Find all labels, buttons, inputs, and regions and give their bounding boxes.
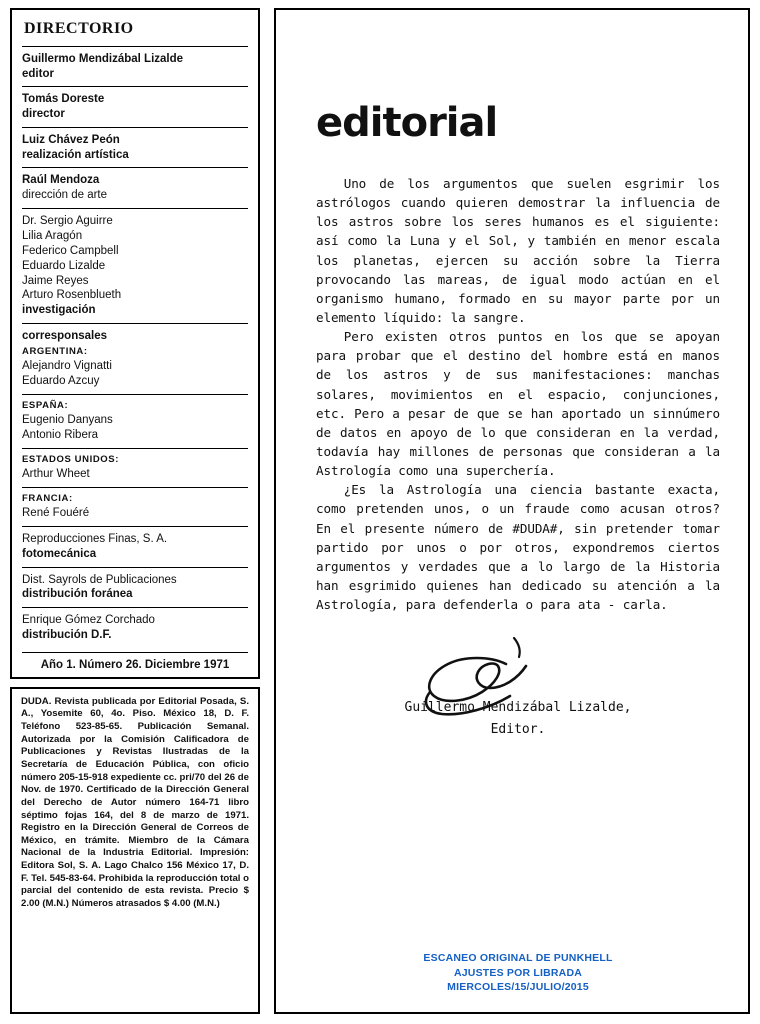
correspondent-name: Antonio Ribera (22, 429, 99, 442)
editorial-paragraph: ¿Es la Astrología una ciencia bastante exacta, como pretenden unos, o un fraude como acusan otros? En el presente número de #DUDA#, sin pretender tomar partido por unos o por otros, expondremos ciertos argumentos y verdades que a lo largo de la Historia han esgrimido quienes han dedicado su atención a la Astrología, para defenderla o para ata - carla. (316, 482, 720, 613)
researcher-name: Lilia Aragón (22, 229, 83, 242)
service-name: Dist. Sayrols de Publicaciones (22, 573, 177, 586)
scan-credit-line-3: MIERCOLES/15/JULIO/2015 (447, 980, 589, 993)
scan-credit-note (316, 951, 720, 998)
correspondent-name: Eugenio Danyans (22, 414, 113, 427)
service-name: Reproducciones Finas, S. A. (22, 533, 168, 546)
directory-entry-role: realización artística (22, 148, 129, 161)
service-name: Enrique Gómez Corchado (22, 614, 155, 627)
handwritten-signature-icon (386, 630, 616, 725)
correspondents-label: corresponsales (22, 330, 108, 343)
directory-box (10, 8, 260, 679)
legal-notice-box (10, 687, 260, 1014)
directory-entry-name: Raúl Mendoza (22, 174, 100, 187)
correspondent-name: Eduardo Azcuy (22, 375, 100, 388)
issue-line: Año 1. Número 26. Diciembre 1971 (22, 652, 248, 671)
signature-name: Guillermo Mendizábal Lizalde, (404, 700, 632, 716)
signature-area (316, 624, 720, 737)
directory-entry-name: Tomás Doreste (22, 93, 105, 106)
service-role: fotomecánica (22, 548, 97, 560)
researcher-name: Jaime Reyes (22, 274, 89, 287)
correspondent-name: René Fouéré (22, 507, 90, 520)
directory-research-role: investigación (22, 304, 96, 317)
service-role: distribución foránea (22, 588, 133, 601)
editorial-column (274, 8, 750, 1014)
researcher-name: Arturo Rosenblueth (22, 289, 122, 302)
correspondents-section (22, 394, 248, 448)
editorial-heading: editorial (316, 100, 498, 146)
directory-entry (22, 127, 248, 167)
correspondents-section (22, 487, 248, 526)
directory-entry (22, 86, 248, 126)
directory-entry-name: Guillermo Mendizábal Lizalde (22, 53, 184, 65)
service-entry (22, 607, 248, 647)
left-column (10, 8, 260, 1014)
directory-entry (22, 167, 248, 207)
directory-entry (22, 46, 248, 86)
directory-entry-role: editor (22, 67, 54, 80)
correspondents-section (22, 448, 248, 487)
scan-credit-line-1: ESCANEO ORIGINAL DE PUNKHELL (423, 952, 613, 965)
editorial-body (316, 174, 720, 614)
service-entry (22, 567, 248, 607)
service-role: distribución D.F. (22, 628, 112, 641)
researcher-name: Eduardo Lizalde (22, 259, 106, 272)
directory-entry-role: dirección de arte (22, 189, 108, 202)
editorial-paragraph: Pero existen otros puntos en los que se apoyan para probar que el destino del hombre está en manos de los astros y de sus manifestaciones: manchas solares, movimientos en el espacio, conjunciones, etc. Pero a pesar de que se han aportado un sinnúmero de datos en apoyo de lo que consideran en la verdad, todavía hay millones de personas que consideran a la Astrología como una superchería. (316, 329, 720, 479)
directory-entry-role: director (22, 108, 65, 121)
directory-title: DIRECTORIO (24, 20, 134, 37)
service-entry (22, 526, 248, 566)
researcher-name: Federico Campbell (22, 244, 119, 257)
signature-role: Editor. (490, 721, 546, 737)
scan-credit-line-2: AJUSTES POR LIBRADA (453, 966, 583, 979)
correspondent-country: ARGENTINA: (22, 346, 88, 358)
correspondent-country: FRANCIA: (22, 493, 73, 505)
directory-entry-name: Luiz Chávez Peón (22, 133, 120, 146)
correspondent-name: Arthur Wheet (22, 468, 90, 481)
directory-research-group (22, 208, 248, 324)
correspondent-name: Alejandro Vignatti (22, 360, 112, 373)
correspondents-section (22, 323, 248, 394)
researcher-name: Dr. Sergio Aguirre (22, 214, 113, 227)
correspondent-country: ESPAÑA: (22, 400, 69, 412)
legal-notice-text: DUDA. Revista publicada por Editorial Posada, S. A., Yosemite 60, 4o. Piso. México 18, D. F. Teléfono 523-85-65. Publicación Semanal. Autorizada por la Comisión Calificadora de Publicaciones y Revistas Ilustradas de la Secretaría de Educación Pública, con oficio número 205-15-918 expediente cc. pri/70 del 26 de Nov. de 1970. Certificado de la Dirección General del Derecho de Autor número 164-71 libro séptimo fojas 164, del 8 de marzo de 1971. Registro en la Dirección General de Correos de México, en trámite. Miembro de la Cámara Nacional de la Industria Editorial. Impresión: Editora Sol, S. A. Lago Chalco 156 México 17, D. F. Tel. 545-83-64. Prohibida la reproducción total o parcial del contenido de esta revista. Precio $ 2.00 (M.N.) Números atrasados $ 4.00 (M.N.) (21, 695, 249, 910)
correspondent-country: ESTADOS UNIDOS: (22, 454, 119, 466)
editorial-paragraph: Uno de los argumentos que suelen esgrimir los astrólogos cuando quieren demostrar la influencia de los astros sobre los seres humanos es el siguiente: así como la Luna y el Sol, y también en menor escala los planetas, ejercen su acción sobre la Tierra provocando las mareas, de igual modo actúan en el organismo humano, formado en su mayor parte por un elemento líquido: la sangre. (316, 176, 720, 325)
